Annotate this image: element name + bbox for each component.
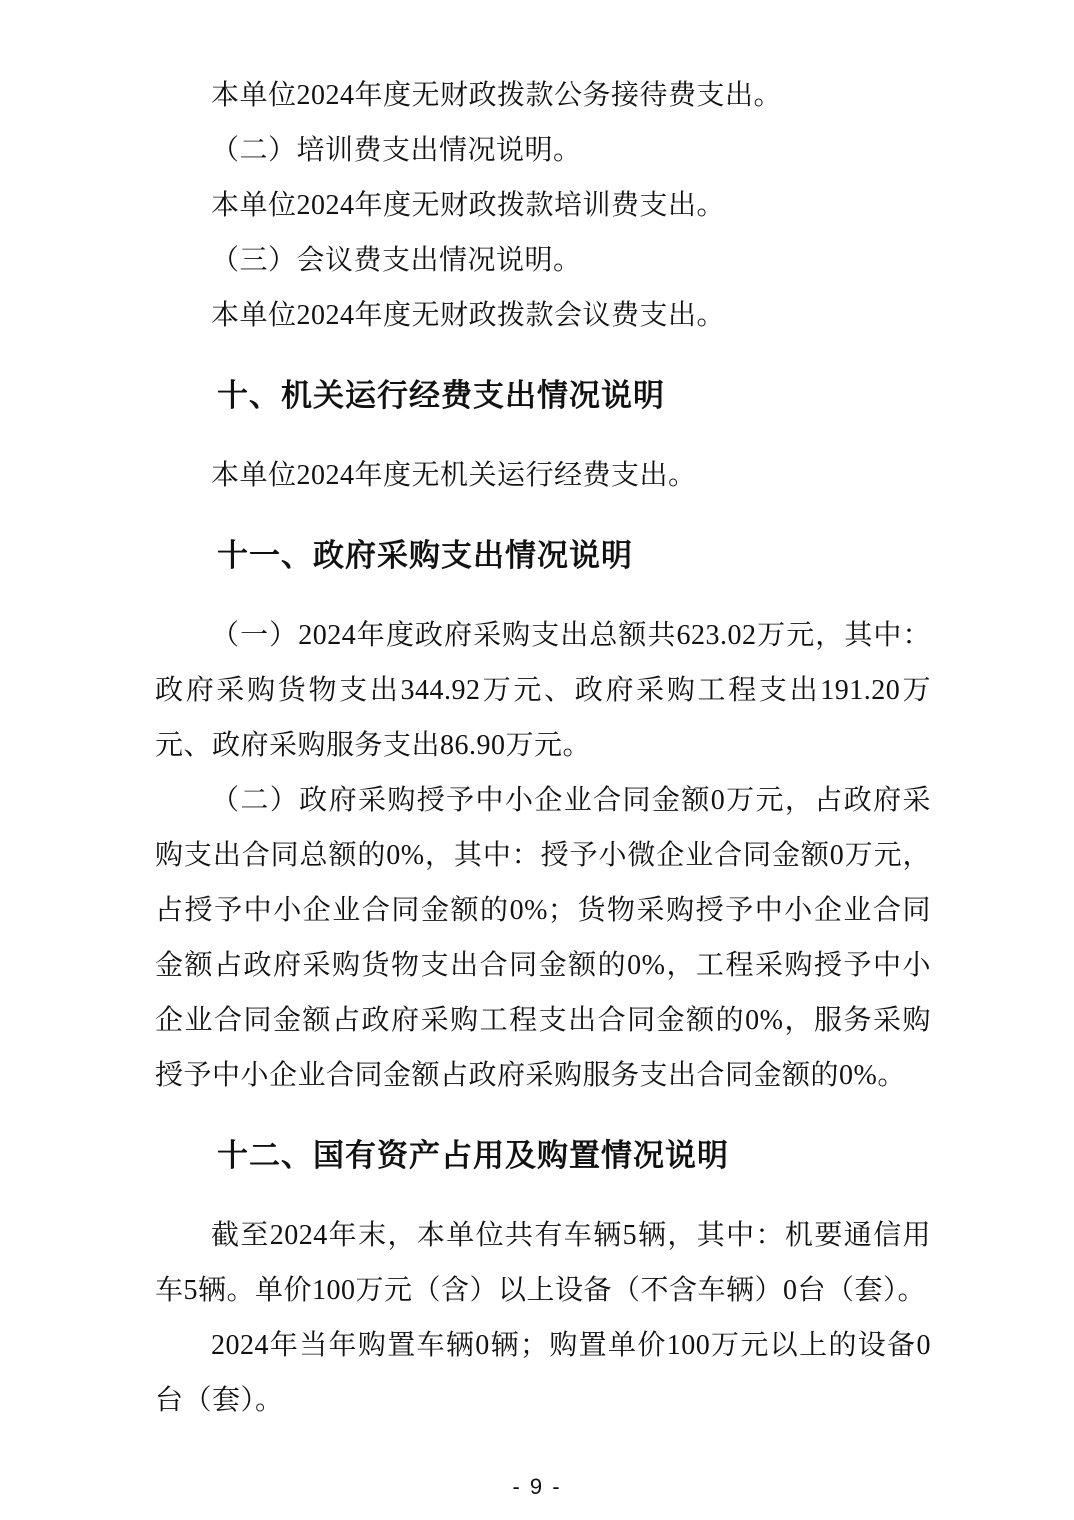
paragraph-no-meeting-expense: 本单位2024年度无财政拨款会议费支出。 <box>211 300 726 331</box>
paragraph-procurement-sme: （二）政府采购授予中小企业合同金额0万元，占政府采购支出合同总额的0%，其中：授予小微企业合同金额0万元，占授予中小企业合同金额的0%；货物采购授予中小企业合同金额占政府采购货物支出合同金额的0%，工程采购授予中小企业合同金额占政府采购工程支出合同金额的0%，服务采购授予中小企业合同金额占政府采购服务支出合同金额的0%。 <box>155 785 931 1091</box>
paragraph-meeting-expense-note: （三）会议费支出情况说明。 <box>211 245 582 276</box>
section-heading-12-state-assets: 十二、国有资产占用及购置情况说明 <box>217 1138 729 1173</box>
paragraph-no-training-expense: 本单位2024年度无财政拨款培训费支出。 <box>211 190 726 221</box>
paragraph-vehicles-equipment: 截至2024年末，本单位共有车辆5辆，其中：机要通信用车5辆。单价100万元（含）以上设备（不含车辆）0台（套）。 <box>155 1220 931 1306</box>
page-number: - 9 - <box>512 1474 562 1499</box>
paragraph-training-expense-note: （二）培训费支出情况说明。 <box>211 135 582 166</box>
section-heading-10-operating-expense: 十、机关运行经费支出情况说明 <box>217 378 665 413</box>
paragraph-no-reception-expense: 本单位2024年度无财政拨款公务接待费支出。 <box>211 80 783 111</box>
paragraph-purchases-2024: 2024年当年购置车辆0辆；购置单价100万元以上的设备0台（套）。 <box>155 1330 931 1416</box>
document-content <box>155 68 931 1428</box>
section-heading-11-procurement: 十一、政府采购支出情况说明 <box>217 538 633 573</box>
paragraph-procurement-total: （一）2024年度政府采购支出总额共623.02万元，其中：政府采购货物支出344.92万元、政府采购工程支出191.20万元、政府采购服务支出86.90万元。 <box>155 620 931 761</box>
paragraph-no-operating-expense: 本单位2024年度无机关运行经费支出。 <box>211 460 697 491</box>
